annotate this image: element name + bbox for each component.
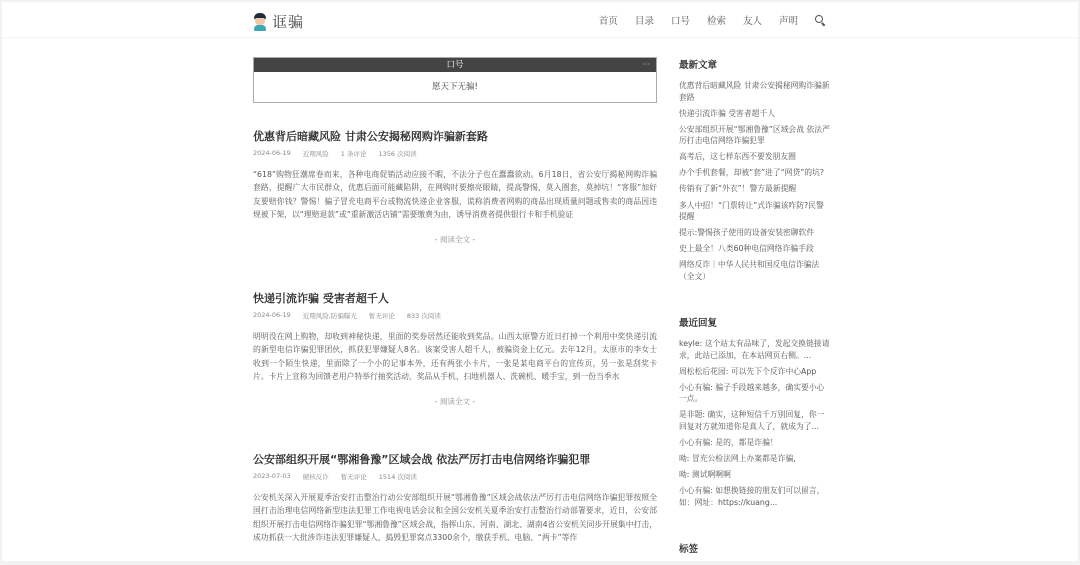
post-comments[interactable]: 1 条评论 (340, 150, 367, 158)
recent-comment-link[interactable]: 呦: 冒充公检法网上办案都是诈骗, (679, 453, 796, 463)
post-comments[interactable]: 暂无评论 (368, 312, 395, 320)
post-title[interactable]: 公安部组织开展“鄂湘鲁豫”区域会战 依法严厉打击电信网络诈骗犯罪 (253, 453, 591, 466)
recent-comment-link[interactable]: 小心有骗: 骗子手段越来越多，确实要小心一点。 (679, 382, 825, 404)
recent-posts-list (679, 80, 831, 282)
widget-title: 最新文章 (679, 60, 718, 71)
post-views: 1514 次阅读 (378, 473, 417, 481)
recent-comments-list (679, 338, 831, 508)
search-icon[interactable] (815, 15, 826, 26)
recent-post-link[interactable]: 办个手机套餐，却被“套”进了“网贷”的坑? (679, 168, 825, 178)
page (2, 2, 1078, 561)
post-date: 2023-07-03 (253, 472, 291, 480)
post-comments[interactable]: 暂无评论 (340, 473, 367, 481)
slogan-box (253, 57, 657, 103)
post-item (253, 452, 657, 545)
police-officer-icon (253, 13, 267, 31)
nav-statement[interactable]: 声明 (778, 16, 798, 27)
post-category[interactable]: 近期风险 (302, 150, 329, 158)
recent-post-link[interactable]: 高考后，这七样东西不要发朋友圈 (679, 152, 796, 162)
read-more-link[interactable]: - 阅读全文 - (434, 234, 476, 244)
recent-comment-link[interactable]: 小心有骗: 是的，都是诈骗！ (679, 437, 778, 447)
post-excerpt: “618”购物狂潮席卷而来，各种电商促销活动应接不暇，不法分子也在蠢蠢欲动。6月18日，省公安厅揭秘网购诈骗套路，提醒广大市民群众，优惠后面可能藏陷阱，在网购时要擦亮眼睛，提高警惕，莫入圈套，莫掉坑！“客服”加好友要赔你钱？警惕！骗子冒充电商平台或物流快递企业客服，谎称消费者网购的商品出现质量问题或售卖的商品因违规被下架，以“理赔退款”或“重新激活店铺”需要缴费为由，诱导消费者提供银行卡和手机验证 (253, 170, 657, 220)
recent-post-link[interactable]: 优惠背后暗藏风险 甘肃公安揭秘网购诈骗新套路 (679, 81, 830, 102)
nav-catalog[interactable]: 目录 (634, 16, 654, 27)
recent-post-link[interactable]: 快递引流诈骗 受害者超千人 (679, 108, 776, 118)
main-nav (582, 13, 826, 27)
slogan-title: 口号 (446, 60, 464, 70)
post-date: 2024-06-19 (253, 149, 291, 157)
tags-widget (679, 541, 831, 561)
recent-posts-widget (679, 57, 831, 282)
post-category[interactable]: 近期风险,防骗曝光 (302, 312, 357, 320)
slogan-text: 愿天下无骗! (432, 82, 478, 92)
nav-search-page[interactable]: 检索 (706, 16, 726, 27)
post-meta (253, 149, 657, 158)
main-content (253, 57, 657, 543)
widget-title: 标签 (679, 544, 699, 555)
post-item (253, 291, 657, 407)
recent-post-link[interactable]: 网络反诈｜中华人民共和国反电信诈骗法（全文） (679, 260, 820, 281)
nav-home[interactable]: 首页 (598, 16, 618, 27)
post-excerpt: 明明没在网上购物，却收到神秘快递，里面的奖券居然还能收到奖品。山西太原警方近日打掉一个利用中奖快递引流的新型电信诈骗犯罪团伙，抓获犯罪嫌疑人8名。该案受害人超千人，被骗资金上亿元。去年12月，太原市的李女士收到一个陌生快递，里面除了一个小的记事本外，还有两张小卡片，一张是某电商平台的宣传页，另一张是刮奖卡片。卡片上宣称为回馈老用户特举行抽奖活动，奖品从手机、扫地机器人、洗碗机、暖手宝，到一份当季水 (253, 332, 657, 382)
recent-comment-link[interactable]: 小心有骗: 如想换链接的朋友们可以留言，如：网址：https://kuang... (679, 486, 825, 507)
nav-slogan[interactable]: 口号 (670, 16, 690, 27)
post-date: 2024-06-19 (253, 311, 291, 319)
post-category[interactable]: 硬核反诈 (302, 473, 329, 481)
widget-title: 最近回复 (679, 318, 718, 329)
site-header (2, 2, 1078, 38)
read-more-link[interactable]: - 阅读全文 - (434, 396, 476, 406)
post-meta (253, 311, 657, 320)
recent-comment-link[interactable]: 是非题: 确实，这种短信千万别回复，你一回复对方就知道你是真人了，就成为了... (679, 410, 825, 431)
post-views: 1356 次阅读 (378, 150, 417, 158)
recent-comment-link[interactable]: 周松松后花园: 可以先下个反诈中心App (679, 366, 817, 376)
post-views: 833 次阅读 (406, 312, 441, 320)
recent-post-link[interactable]: 公安部组织开展“鄂湘鲁豫”区域会战 依法严厉打击电信网络诈骗犯罪 (679, 124, 830, 146)
recent-post-link[interactable]: 传销有了新“外衣”！警方最新提醒 (679, 184, 797, 194)
recent-post-link[interactable]: 提示:警惕孩子使用的设备安装密聊软件 (679, 228, 815, 238)
post-title[interactable]: 优惠背后暗藏风险 甘肃公安揭秘网购诈骗新套路 (253, 130, 488, 143)
slogan-header (254, 58, 656, 72)
sidebar (679, 57, 831, 555)
recent-comment-link[interactable]: 呦: 测试啊啊啊 (679, 470, 731, 480)
recent-post-link[interactable]: 史上最全！八类60种电信网络诈骗手段 (679, 244, 814, 254)
site-name: 诓骗 (272, 13, 305, 31)
post-meta (253, 472, 657, 481)
post-excerpt: 公安机关深入开展夏季治安打击整治行动公安部组织开展“鄂湘鲁豫”区域会战依法严厉打击电信网络诈骗犯罪按照全国打击治理电信网络新型违法犯罪工作电视电话会议和全国公安机关夏季治安打击整治行动部署要求，近日，公安部组织开展打击电信网络诈骗犯罪“鄂湘鲁豫”区域会战，指挥山东、河南、湖北、湖南4省公安机关同步开展集中打击，成功抓获一大批涉诈违法犯罪嫌疑人，捣毁犯罪窝点3300余个，缴获手机、电脑、“两卡”等作 (253, 493, 657, 543)
site-logo[interactable] (253, 11, 304, 32)
recent-comment-link[interactable]: keyle: 这个站太有品味了，发起交换链接请求，此站已添加，在本站网页右侧。... (679, 339, 830, 360)
more-icon[interactable]: ··· (642, 60, 650, 69)
post-item (253, 129, 657, 245)
recent-post-link[interactable]: 多人中招！“门票转让”式诈骗该咋防?民警提醒 (679, 200, 824, 222)
recent-comments-widget (679, 315, 831, 513)
post-title[interactable]: 快递引流诈骗 受害者超千人 (253, 292, 389, 305)
nav-friends[interactable]: 友人 (742, 16, 762, 27)
